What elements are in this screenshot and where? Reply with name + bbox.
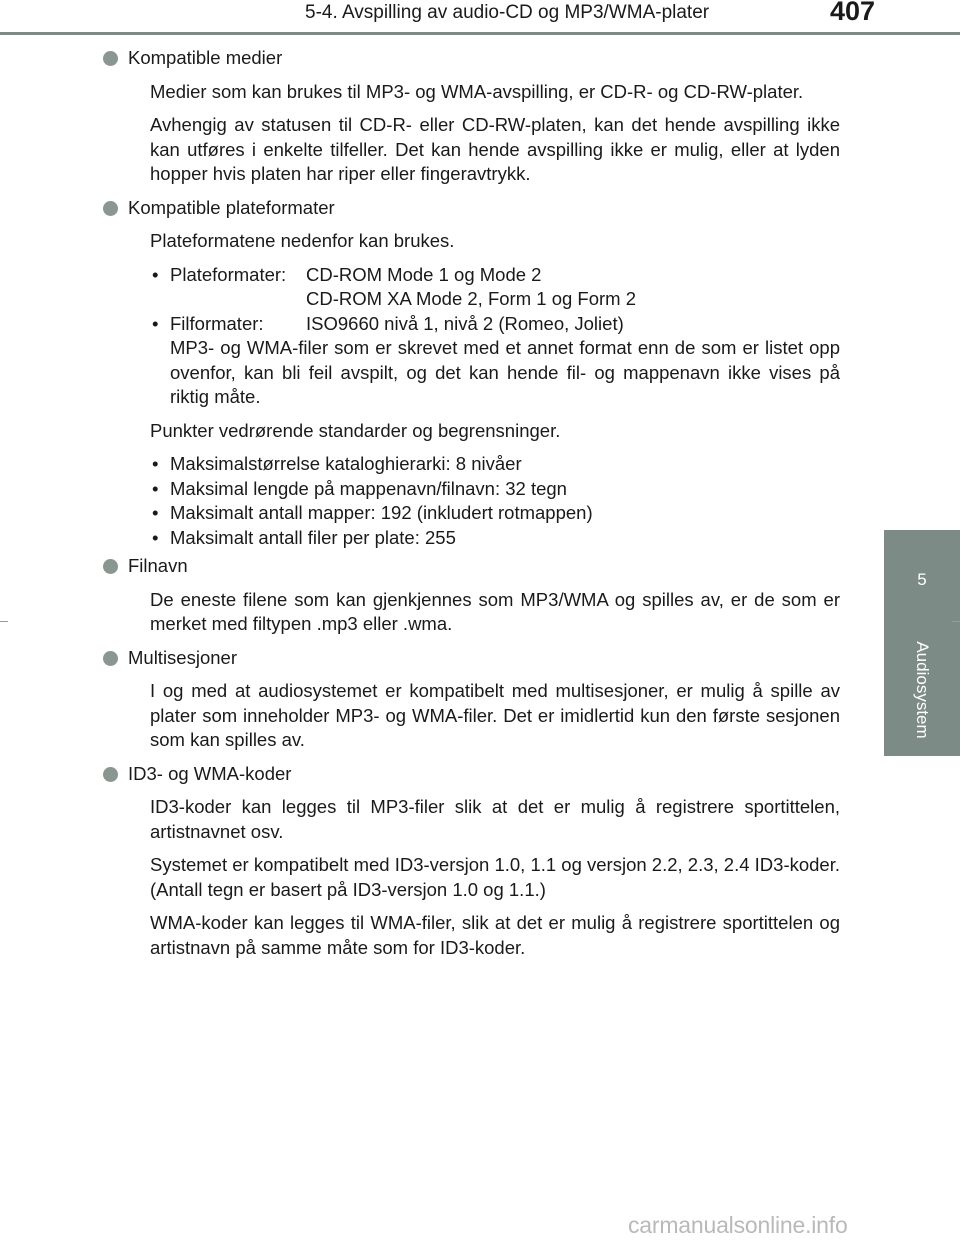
limits-list	[150, 452, 840, 550]
format-key: Filformater:	[170, 312, 264, 334]
format-value: ISO9660 nivå 1, nivå 2 (Romeo, Joliet)	[306, 312, 624, 334]
paragraph: Avhengig av statusen til CD-R- eller CD-RW-platen, kan det hende avspilling ikke kan utføres i enkelte tilfeller. Det kan hende avspilling ikke er mulig, eller at lyden hopper hvis platen har riper eller fingeravtrykk.	[150, 114, 840, 184]
list-item: • Maksimalstørrelse kataloghierarki: 8 nivåer	[150, 452, 840, 477]
list-item	[150, 312, 840, 410]
paragraph: I og med at audiosystemet er kompatibelt med multisesjoner, er mulig å spille av plater som inneholder MP3- og WMA-filer. Det er imidlertid kun den første sesjonen som kan spilles av.	[150, 680, 840, 750]
bullet-dot-icon: •	[152, 477, 159, 499]
paragraph: Medier som kan brukes til MP3- og WMA-avspilling, er CD-R- og CD-RW-plater.	[150, 80, 804, 102]
paragraph: WMA-koder kan legges til WMA-filer, slik at det er mulig å registrere sportittelen og artistnavn på samme måte som for ID3-koder.	[150, 912, 840, 958]
section-heading: ID3- og WMA-koder	[103, 762, 840, 787]
list-item	[150, 263, 840, 312]
crop-mark-right	[952, 621, 960, 622]
section-heading: Multisesjoner	[103, 646, 840, 671]
page-header	[0, 0, 960, 40]
paragraph: Plateformatene nedenfor kan brukes.	[150, 230, 455, 251]
format-value: CD-ROM Mode 1 og Mode 2	[306, 263, 542, 285]
list-item: • Maksimalt antall mapper: 192 (inkludert rotmappen)	[150, 501, 840, 526]
section-title: 5-4. Avspilling av audio-CD og MP3/WMA-plater	[305, 2, 710, 23]
paragraph: Systemet er kompatibelt med ID3-versjon 1.0, 1.1 og versjon 2.2, 2.3, 2.4 ID3-koder. (Antall tegn er basert på ID3-versjon 1.0 og 1.1.)	[150, 854, 840, 900]
paragraph: Punkter vedrørende standarder og begrensninger.	[150, 419, 561, 441]
bullet-circle-icon	[103, 201, 118, 216]
section-heading: Kompatible medier	[103, 46, 840, 71]
format-key: Plateformater:	[170, 263, 287, 285]
watermark-logo: carmanualsonline.info	[628, 1212, 848, 1238]
chapter-side-tab	[884, 530, 960, 756]
bullet-dot-icon: •	[152, 312, 159, 334]
format-list	[150, 263, 840, 410]
bullet-circle-icon	[103, 559, 118, 574]
chapter-number: 5	[917, 570, 927, 589]
page-number: 407	[830, 0, 876, 26]
bullet-dot-icon: •	[152, 526, 159, 548]
crop-mark-left	[0, 621, 8, 622]
section-heading: Kompatible plateformater	[103, 196, 840, 221]
header-rule	[0, 32, 960, 35]
chapter-label: Audiosystem	[913, 641, 932, 739]
bullet-circle-icon	[103, 767, 118, 782]
paragraph: ID3-koder kan legges til MP3-filer slik at det er mulig å registrere sportittelen, artistnavnet osv.	[150, 796, 840, 842]
paragraph: De eneste filene som kan gjenkjennes som MP3/WMA og spilles av, er de som er merket med filtypen .mp3 eller .wma.	[150, 588, 840, 634]
list-item: • Maksimalt antall filer per plate: 255	[150, 526, 840, 551]
section-heading: Filnavn	[103, 554, 840, 579]
bullet-dot-icon: •	[152, 502, 159, 523]
page-content	[128, 46, 840, 969]
list-item: • Maksimal lengde på mappenavn/filnavn: 32 tegn	[150, 477, 840, 502]
bullet-circle-icon	[103, 51, 118, 66]
format-note: MP3- og WMA-filer som er skrevet med et annet format enn de som er listet opp ovenfor, kan bli feil avspilt, og det kan hende fil- og mappenavn ikke vises på riktig måte.	[170, 337, 840, 407]
format-value: CD-ROM XA Mode 2, Form 1 og Form 2	[306, 288, 637, 309]
bullet-circle-icon	[103, 651, 118, 666]
bullet-dot-icon: •	[152, 453, 159, 474]
bullet-dot-icon: •	[152, 263, 159, 285]
